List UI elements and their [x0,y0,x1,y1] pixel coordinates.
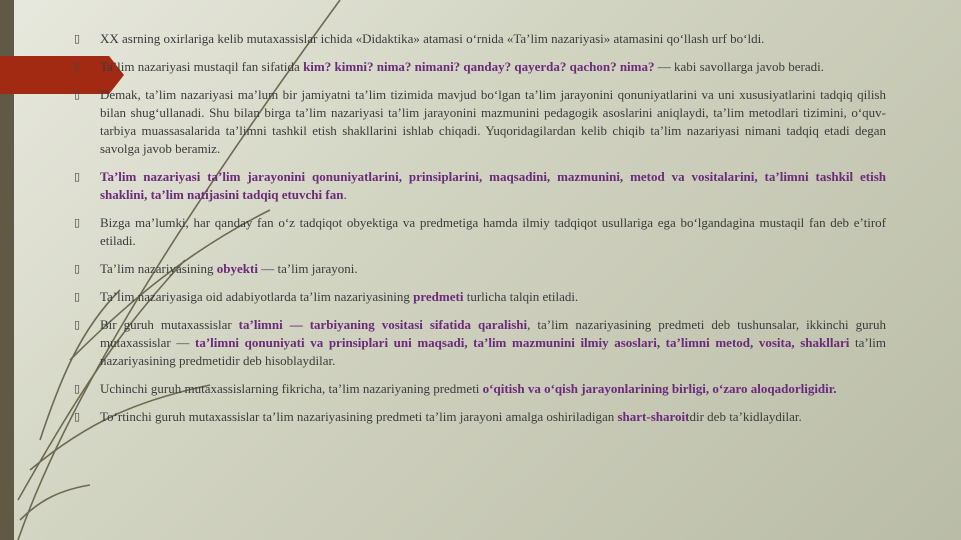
list-item-text: Uchinchi guruh mutaxassislarning fikricha, ta’lim nazariyaning predmeti o‘qitish va o‘qish jarayonlarining birligi, o‘zaro aloqadorligidir. [100,381,837,396]
highlight-subject: predmeti [413,289,464,304]
list-item-text: Ta’lim nazariyasiga oid adabiyotlarda ta’lim nazariyasining predmeti turlicha talqin etiladi. [100,289,579,304]
list-item [74,214,886,250]
bullet-icon: ▯ [74,88,81,101]
bullet-icon: ▯ [74,410,81,423]
list-item [74,168,886,204]
highlight-first-group: ta’limni — tarbiyaning vositasi sifatida qaralishi [238,317,528,332]
highlight-conditions: shart-sharoit [617,409,690,424]
list-item-text: Bir guruh mutaxassislar ta’limni — tarbiyaning vositasi sifatida qaralishi, ta’lim nazariyasining predmeti deb tushunsalar, ikkinchi guruh mutaxassislar — ta’limni qonuniyati va prinsiplari uni maqsadi, ta’lim mazmunini ilmiy asoslari, ta’limni metod, vosita, shakllari ta’lim nazariyasining predmetidir deb hisoblaydilar. [100,317,886,368]
list-item-text: Bizga ma’lumki, har qanday fan o‘z tadqiqot obyektiga va predmetiga hamda ilmiy tadqiqot usullariga ega bo‘lgandagina mustaqil fan deb e’tirof etiladi. [100,215,886,248]
bullet-icon: ▯ [74,216,81,229]
list-item [74,58,886,76]
list-item [74,30,886,48]
bullet-icon: ▯ [74,318,81,331]
list-item [74,86,886,158]
bullet-icon: ▯ [74,262,81,275]
bullet-icon: ▯ [74,32,81,45]
list-item-text: Demak, ta’lim nazariyasi ma’lum bir jamiyatni ta’lim tizimida mavjud bo‘lgan ta’lim jarayonini qonuniyatlarini va uni xususiyatlarini tadqiq qilish bilan shug‘ullanadi. Shu bilan birga ta’lim nazariyasi ta’lim jarayonini mazmunini pedagogik asoslarini aniqlaydi, ta’lim metodlari tizimini, o‘quv-tarbiya muassasalarida ta’limni tashkil etish shakllarini ishlab chiqadi. Yuqoridagilardan kelib chiqib ta’lim nazariyasi nimani tadqiq etadi degan savolga javob beramiz. [100,87,886,156]
highlight-questions: kim? kimni? nima? nimani? qanday? qayerda? qachon? nima? [303,59,655,74]
list-item-text: XX asrning oxirlariga kelib mutaxassislar ichida «Didaktika» atamasi o‘rnida «Ta’lim nazariyasi» atamasini qo‘llash urf bo‘ldi. [100,31,765,46]
list-item [74,260,886,278]
list-item [74,288,886,306]
list-item [74,380,886,398]
list-item-text: Ta’lim nazariyasi mustaqil fan sifatida kim? kimni? nima? nimani? qanday? qayerda? qachon? nima? — kabi savollarga javob beradi. [100,59,824,74]
highlight-second-group: ta’limni qonuniyati va prinsiplari uni maqsadi, ta’lim mazmunini ilmiy asoslari, ta’limni metod, vosita, shakllari [194,335,850,350]
bullet-icon: ▯ [74,60,81,73]
bullet-icon: ▯ [74,170,81,183]
bullet-icon: ▯ [74,290,81,303]
slide-content [74,30,886,436]
highlight-third-group: o‘qitish va o‘qish jarayonlarining birligi, o‘zaro aloqadorligidir. [482,381,837,396]
highlight-definition: Ta’lim nazariyasi ta’lim jarayonini qonuniyatlarini, prinsiplarini, maqsadini, mazmunini, metod va vositalarini, ta’limni tashkil etish shaklini, ta’lim natijasini tadqiq etuvchi fan [100,169,886,202]
list-item-text: Ta’lim nazariyasi ta’lim jarayonini qonuniyatlarini, prinsiplarini, maqsadini, mazmunini, metod va vositalarini, ta’limni tashkil etish shaklini, ta’lim natijasini tadqiq etuvchi fan. [100,169,886,202]
list-item [74,408,886,426]
bullet-icon: ▯ [74,382,81,395]
list-item-text: To‘rtinchi guruh mutaxassislar ta’lim nazariyasining predmeti ta’lim jarayoni amalga oshiriladigan shart-sharoitdir deb ta’kidlaydilar. [100,409,802,424]
list-item-text: Ta’lim nazariyasining obyekti — ta’lim jarayoni. [100,261,358,276]
highlight-object: obyekti [216,261,258,276]
list-item [74,316,886,370]
